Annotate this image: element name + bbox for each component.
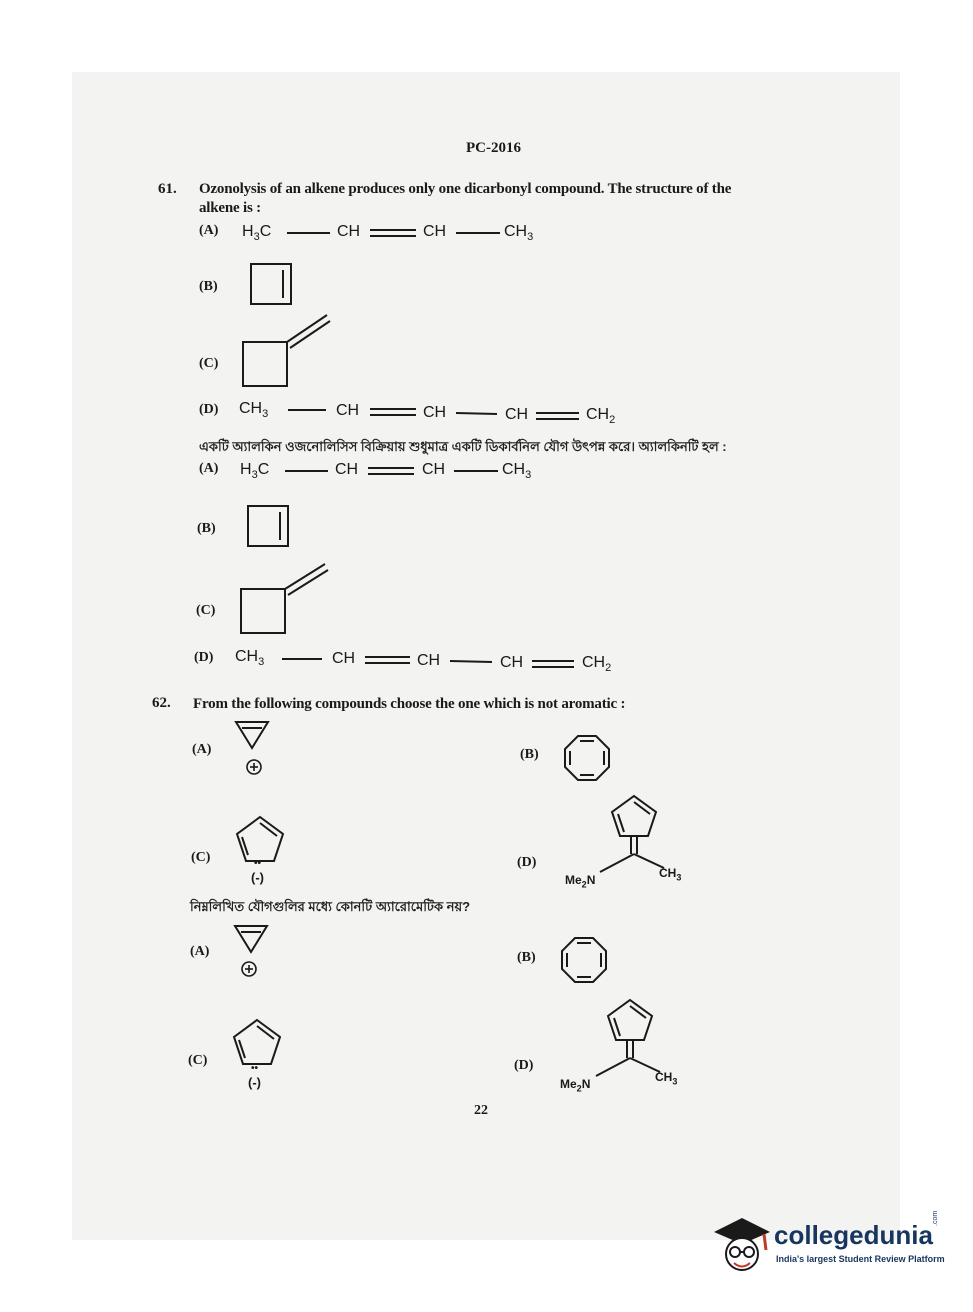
q61-option-a-label: (A) (199, 223, 219, 238)
q61-bn-d-ch3: $CH_3$ (235, 648, 265, 669)
q62-bn-a-cyclopropenyl-cation-icon (231, 922, 271, 982)
q61-bn-d-ch-2: CH (417, 652, 441, 669)
q62-option-c-label: (C) (191, 850, 211, 865)
q62-a-cyclopropenyl-cation-icon (232, 718, 272, 778)
q62-bn-option-d-label: (D) (514, 1058, 534, 1073)
q62-option-a-label: (A) (192, 742, 212, 757)
paper-code: PC-2016 (466, 140, 521, 156)
q62-d-ch3: $CH_3$ (659, 866, 682, 883)
graduate-mascot-icon (710, 1210, 772, 1280)
q61-d-ch-1: CH (336, 402, 360, 419)
q61-bn-a-h3c: $H_3C$ (240, 461, 270, 482)
q61-bn-option-d-label: (D) (194, 650, 214, 665)
logo-brand: collegedunia (774, 1220, 933, 1250)
q61-bn-d-ch-3: CH (500, 654, 524, 671)
q62-bn-c-charge: (-) (248, 1075, 261, 1090)
q62-bn-d-me2n: $Me_2N$ (560, 1077, 591, 1094)
q61-d-ch-2: CH (423, 404, 447, 421)
q62-bn-c-lone-pair: •• (251, 1063, 259, 1074)
q62-text: From the following compounds choose the one which is not aromatic : (193, 696, 626, 712)
q62-bn-c-cyclopentadienyl-anion-icon (231, 1018, 283, 1068)
q61-bn-d-ch2: $CH_2$ (582, 654, 612, 675)
q61-bn-option-c-label: (C) (196, 603, 216, 618)
q61-a-ch3: $CH_3$ (504, 223, 534, 244)
q61-d-ch3: $CH_3$ (239, 400, 269, 421)
q61-option-d-label: (D) (199, 402, 219, 417)
q61-bn-option-b-label: (B) (197, 521, 216, 536)
q62-bn-option-c-label: (C) (188, 1053, 208, 1068)
q61-bn-d-ch-1: CH (332, 650, 356, 667)
q62-bn-d-ch3: $CH_3$ (655, 1070, 678, 1087)
q61-d-ch2: $CH_2$ (586, 406, 616, 427)
q61-number: 61. (158, 181, 177, 197)
q62-bn-option-a-label: (A) (190, 944, 210, 959)
q62-c-lone-pair: •• (254, 858, 262, 869)
q61-a-ch-1: CH (337, 223, 361, 240)
q61-text-line2: alkene is : (199, 200, 261, 216)
collegedunia-logo[interactable] (710, 1210, 950, 1280)
q62-option-b-label: (B) (520, 747, 539, 762)
q62-b-cyclooctatetraene-icon (562, 734, 612, 784)
q61-option-c-label: (C) (199, 356, 219, 371)
q62-d-me2n: $Me_2N$ (565, 873, 596, 890)
logo-dotcom: .com (932, 1210, 939, 1226)
q61-bn-a-ch-1: CH (335, 461, 359, 478)
q61-a-h3c: $H_3C$ (242, 223, 272, 244)
q61-bengali-text: একটি অ্যালকিন ওজনোলিসিস বিক্রিয়ায় শুধুমাত্র একটি ডিকার্বনিল যৌগ উৎপন্ন করে। অ্যালকিনটি হল : (199, 439, 727, 454)
logo-tagline: India's largest Student Review Platform (776, 1254, 945, 1264)
q61-bn-a-ch-2: CH (422, 461, 446, 478)
q62-bn-option-b-label: (B) (517, 950, 536, 965)
q61-bn-a-ch3: $CH_3$ (502, 461, 532, 482)
page-number: 22 (474, 1103, 488, 1118)
q62-c-charge: (-) (251, 870, 264, 885)
q61-option-b-label: (B) (199, 279, 218, 294)
q62-option-d-label: (D) (517, 855, 537, 870)
q61-text-line1: Ozonolysis of an alkene produces only one dicarbonyl compound. The structure of the (199, 181, 732, 197)
q62-bengali-text: নিম্নলিখিত যৌগগুলির মধ্যে কোনটি অ্যারোমেটিক নয়? (190, 899, 471, 914)
q61-d-ch-3: CH (505, 406, 529, 423)
q61-a-ch-2: CH (423, 223, 447, 240)
q61-bn-option-a-label: (A) (199, 461, 219, 476)
q62-bn-b-cyclooctatetraene-icon (559, 936, 609, 986)
q62-number: 62. (152, 695, 171, 711)
